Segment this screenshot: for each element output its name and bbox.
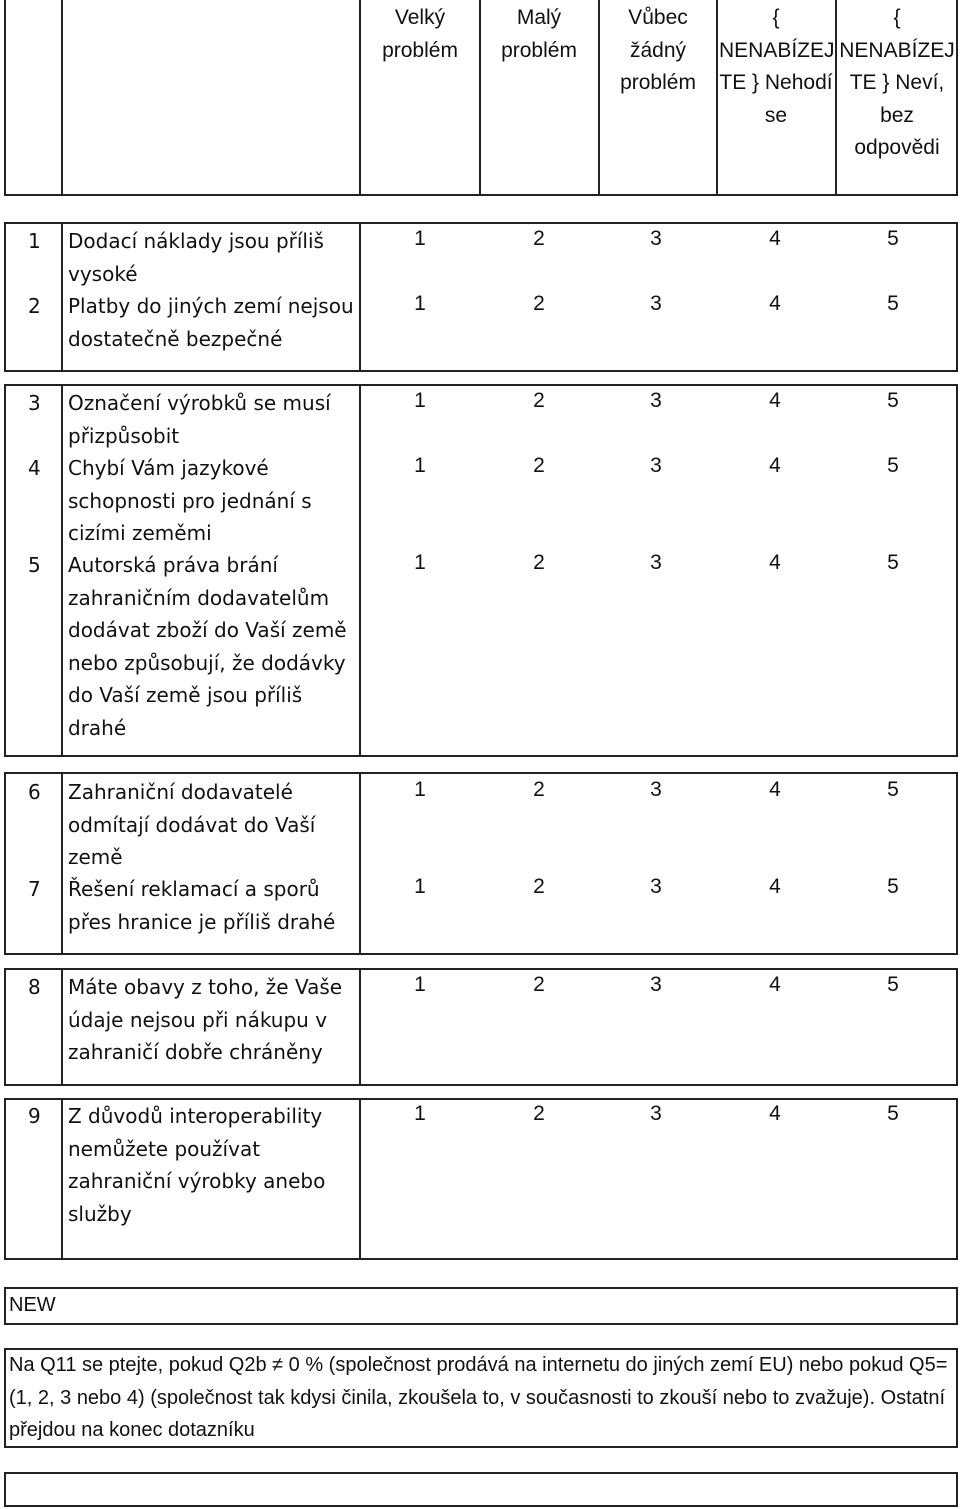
question-number: 6 xyxy=(28,780,41,804)
code-5[interactable]: 5 xyxy=(887,778,899,801)
block-divider xyxy=(61,384,63,757)
question-number: 8 xyxy=(28,975,41,999)
code-3[interactable]: 3 xyxy=(650,389,662,412)
code-2[interactable]: 2 xyxy=(533,1102,545,1125)
code-2[interactable]: 2 xyxy=(533,973,545,996)
code-2[interactable]: 2 xyxy=(533,454,545,477)
code-4[interactable]: 4 xyxy=(769,1102,781,1125)
code-1[interactable]: 1 xyxy=(414,973,426,996)
code-3[interactable]: 3 xyxy=(650,551,662,574)
instruction-text: Na Q11 se ptejte, pokud Q2b ≠ 0 % (společnost prodává na internetu do jiných zemí EU) nebo pokud Q5=(1, 2, 3 nebo 4) (společnost tak kdysi činila, zkoušela to, v současnosti to zkouší nebo to zvažuje). Ostatní přejdou na konec dotazníku xyxy=(9,1354,948,1441)
question-text: Označení výrobků se musí přizpůsobit xyxy=(68,391,331,448)
code-5[interactable]: 5 xyxy=(887,875,899,898)
code-1[interactable]: 1 xyxy=(414,1102,426,1125)
question-text: Platby do jiných zemí nejsou dostatečně bezpečné xyxy=(68,294,354,351)
block-divider xyxy=(359,968,361,1086)
code-5[interactable]: 5 xyxy=(887,292,899,315)
code-1[interactable]: 1 xyxy=(414,778,426,801)
code-4[interactable]: 4 xyxy=(769,454,781,477)
code-5[interactable]: 5 xyxy=(887,1102,899,1125)
code-2[interactable]: 2 xyxy=(533,227,545,250)
block-divider xyxy=(359,1098,361,1260)
question-text: Zahraniční dodavatelé odmítají dodávat do Vaší země xyxy=(68,780,316,869)
code-4[interactable]: 4 xyxy=(769,227,781,250)
col-header-big-problem: Velký problém xyxy=(382,6,458,62)
code-1[interactable]: 1 xyxy=(414,292,426,315)
code-3[interactable]: 3 xyxy=(650,778,662,801)
code-4[interactable]: 4 xyxy=(769,292,781,315)
code-5[interactable]: 5 xyxy=(887,227,899,250)
code-1[interactable]: 1 xyxy=(414,875,426,898)
block-divider xyxy=(61,968,63,1086)
code-4[interactable]: 4 xyxy=(769,875,781,898)
header-divider xyxy=(716,0,718,196)
question-number: 9 xyxy=(28,1104,41,1128)
block-divider xyxy=(359,384,361,757)
code-4[interactable]: 4 xyxy=(769,551,781,574)
question-number: 3 xyxy=(28,391,41,415)
code-4[interactable]: 4 xyxy=(769,973,781,996)
question-text: Máte obavy z toho, že Vaše údaje nejsou při nákupu v zahraničí dobře chráněny xyxy=(68,975,343,1064)
code-4[interactable]: 4 xyxy=(769,778,781,801)
block-divider xyxy=(61,222,63,372)
question-number: 7 xyxy=(28,877,41,901)
col-header-no-problem: Vůbec žádný problém xyxy=(620,6,696,94)
code-5[interactable]: 5 xyxy=(887,454,899,477)
question-text: Chybí Vám jazykové schopnosti pro jednání s cizími zeměmi xyxy=(68,456,312,545)
header-divider xyxy=(359,0,361,196)
code-1[interactable]: 1 xyxy=(414,454,426,477)
code-2[interactable]: 2 xyxy=(533,389,545,412)
header-divider xyxy=(598,0,600,196)
code-2[interactable]: 2 xyxy=(533,778,545,801)
question-text: Z důvodů interoperability nemůžete používat zahraniční výrobky anebo služby xyxy=(68,1104,326,1226)
new-label: NEW xyxy=(9,1294,56,1316)
col-header-small-problem: Malý problém xyxy=(501,6,577,62)
code-3[interactable]: 3 xyxy=(650,292,662,315)
block-divider xyxy=(359,772,361,955)
code-1[interactable]: 1 xyxy=(414,389,426,412)
code-1[interactable]: 1 xyxy=(414,551,426,574)
code-3[interactable]: 3 xyxy=(650,227,662,250)
block-divider xyxy=(61,772,63,955)
code-2[interactable]: 2 xyxy=(533,875,545,898)
question-text: Dodací náklady jsou příliš vysoké xyxy=(68,229,324,286)
question-number: 5 xyxy=(28,553,41,577)
code-3[interactable]: 3 xyxy=(650,454,662,477)
col-header-dont-know: { NENABÍZEJ TE } Neví, bez odpovědi xyxy=(839,6,955,159)
code-3[interactable]: 3 xyxy=(650,875,662,898)
code-3[interactable]: 3 xyxy=(650,973,662,996)
header-divider xyxy=(835,0,837,196)
block-divider xyxy=(61,1098,63,1260)
col-header-not-applicable: { NENABÍZEJ TE } Nehodí se xyxy=(719,6,835,127)
code-2[interactable]: 2 xyxy=(533,292,545,315)
question-number: 2 xyxy=(28,294,41,318)
question-text: Řešení reklamací a sporů přes hranice je příliš drahé xyxy=(68,877,336,934)
block-divider xyxy=(359,222,361,372)
empty-box xyxy=(4,1472,958,1507)
new-box xyxy=(4,1287,958,1325)
code-5[interactable]: 5 xyxy=(887,551,899,574)
code-2[interactable]: 2 xyxy=(533,551,545,574)
question-number: 1 xyxy=(28,229,41,253)
code-4[interactable]: 4 xyxy=(769,389,781,412)
question-number: 4 xyxy=(28,456,41,480)
code-1[interactable]: 1 xyxy=(414,227,426,250)
code-5[interactable]: 5 xyxy=(887,973,899,996)
code-3[interactable]: 3 xyxy=(650,1102,662,1125)
header-divider xyxy=(61,0,63,196)
question-text: Autorská práva brání zahraničním dodavatelům dodávat zboží do Vaší země nebo způsobují, že dodávky do Vaší země jsou příliš drahé xyxy=(68,553,347,740)
code-5[interactable]: 5 xyxy=(887,389,899,412)
header-divider xyxy=(479,0,481,196)
